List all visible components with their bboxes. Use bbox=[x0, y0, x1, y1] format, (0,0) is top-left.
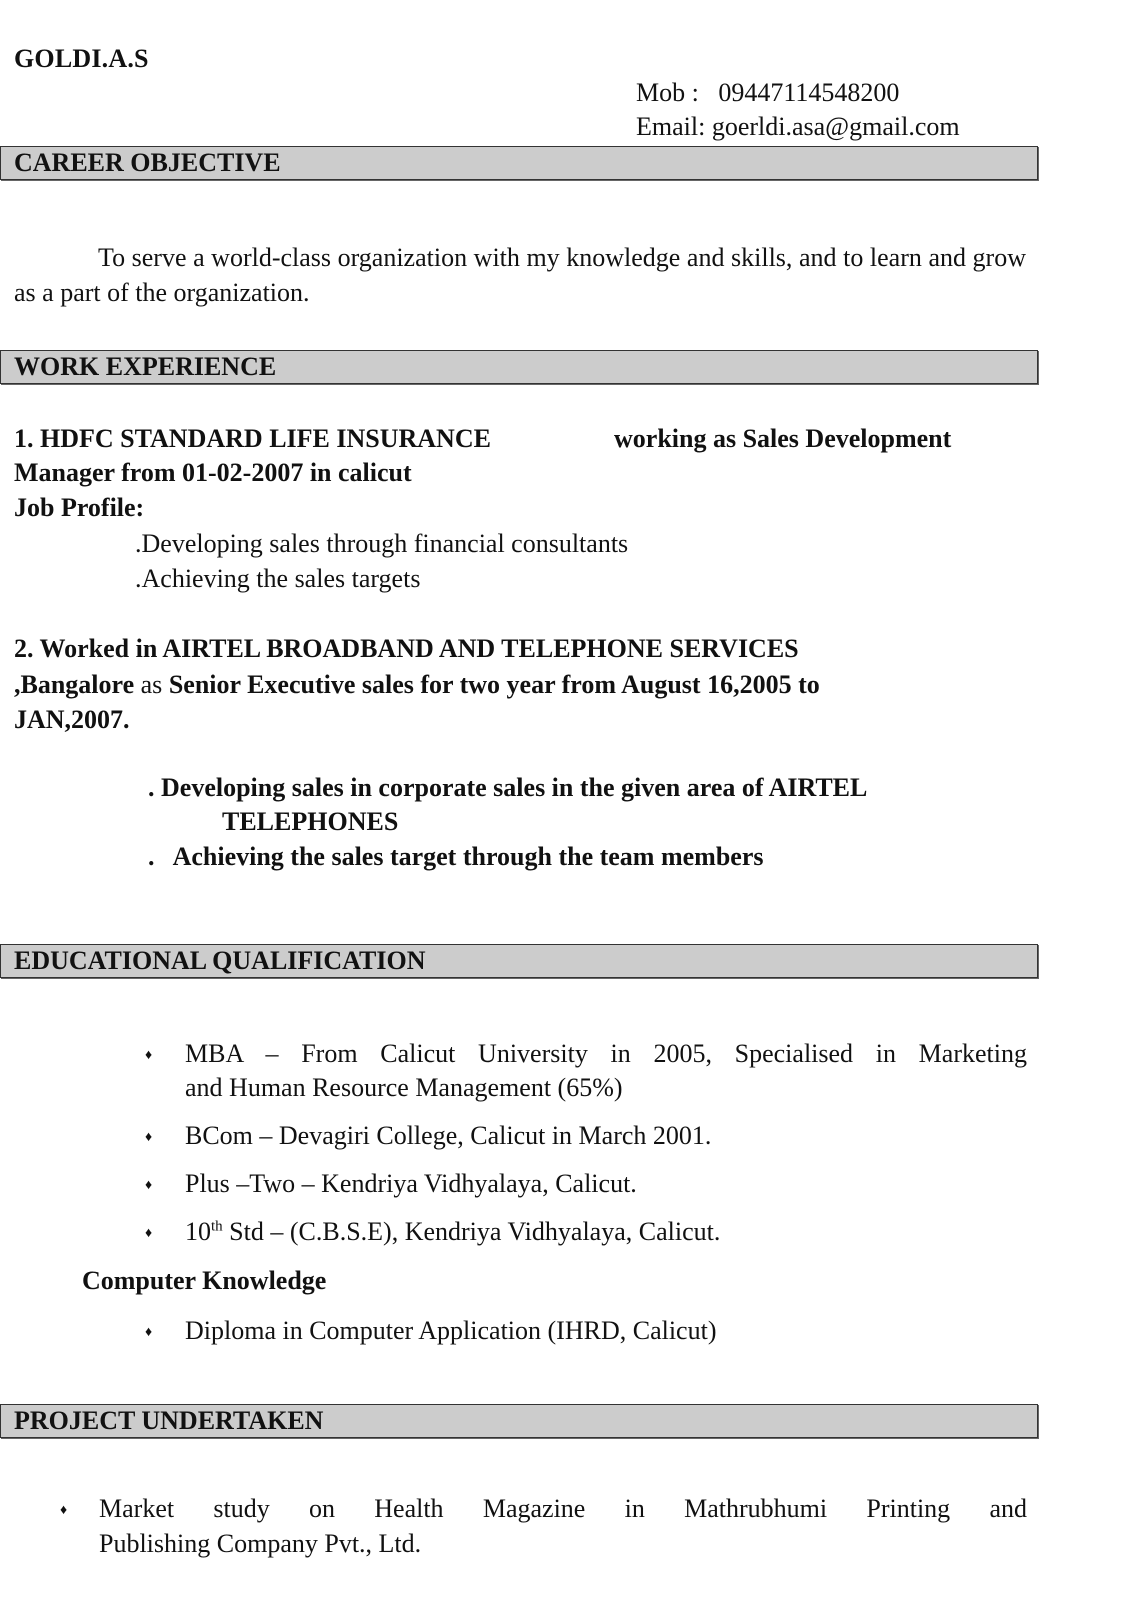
candidate-name: GOLDI.A.S bbox=[14, 44, 149, 73]
job-1-duty: .Achieving the sales targets bbox=[135, 564, 421, 593]
section-title: PROJECT UNDERTAKEN bbox=[14, 1406, 324, 1435]
job-2-role: ,Bangalore as Senior Executive sales for two year from August 16,2005 to bbox=[14, 670, 820, 699]
job-2-company: 2. Worked in AIRTEL BROADBAND AND TELEPHONE SERVICES bbox=[14, 634, 799, 663]
section-title: WORK EXPERIENCE bbox=[14, 352, 277, 381]
job-2-end-date: JAN,2007. bbox=[14, 705, 130, 734]
project-item: Market study on Health Magazine in Mathrubhumi Printing and bbox=[99, 1494, 1027, 1523]
section-title: CAREER OBJECTIVE bbox=[14, 148, 281, 177]
education-item-plus-two: Plus –Two – Kendriya Vidhyalaya, Calicut. bbox=[185, 1169, 637, 1198]
job-1-role-continued: Manager from 01-02-2007 in calicut bbox=[14, 458, 412, 487]
diamond-bullet-icon: ♦ bbox=[60, 1503, 68, 1518]
diamond-bullet-icon: ♦ bbox=[145, 1325, 153, 1340]
education-item-mba-continued: and Human Resource Management (65%) bbox=[185, 1073, 623, 1102]
education-item-bcom: BCom – Devagiri College, Calicut in March 2001. bbox=[185, 1121, 712, 1150]
mobile-line bbox=[636, 78, 899, 108]
project-item-continued: Publishing Company Pvt., Ltd. bbox=[99, 1529, 422, 1558]
mobile-number: 09447114548200 bbox=[718, 78, 900, 107]
career-objective-text: To serve a world-class organization with my knowledge and skills, and to learn and grow as a part of the organization. bbox=[14, 243, 1026, 307]
job-1-company: 1. HDFC STANDARD LIFE INSURANCE bbox=[14, 424, 491, 453]
mobile-label: Mob : bbox=[636, 78, 699, 107]
diamond-bullet-icon: ♦ bbox=[145, 1048, 153, 1063]
diamond-bullet-icon: ♦ bbox=[145, 1178, 153, 1193]
job-2-duty: . Developing sales in corporate sales in the given area of AIRTEL bbox=[148, 773, 868, 802]
job-1-duty: .Developing sales through financial consultants bbox=[135, 529, 629, 558]
job-2-duty: . Achieving the sales target through the team members bbox=[148, 842, 764, 871]
section-header-career-objective bbox=[0, 146, 1038, 180]
diamond-bullet-icon: ♦ bbox=[145, 1130, 153, 1145]
email-label: Email: bbox=[636, 112, 706, 141]
job-1-profile-label: Job Profile: bbox=[14, 493, 145, 522]
computer-knowledge-heading: Computer Knowledge bbox=[82, 1266, 327, 1295]
email-line bbox=[636, 112, 960, 142]
section-header-work-experience bbox=[0, 350, 1038, 384]
job-2-duty-continued: TELEPHONES bbox=[222, 807, 399, 836]
section-header-education bbox=[0, 944, 1038, 978]
section-title: EDUCATIONAL QUALIFICATION bbox=[14, 946, 426, 975]
job-1-role: working as Sales Development bbox=[614, 424, 952, 453]
computer-knowledge-item: Diploma in Computer Application (IHRD, Calicut) bbox=[185, 1316, 717, 1345]
education-item-10th: 10th Std – (C.B.S.E), Kendriya Vidhyalaya, Calicut. bbox=[185, 1217, 721, 1246]
email-address: goerldi.asa@gmail.com bbox=[711, 112, 960, 141]
education-item-mba: MBA – From Calicut University in 2005, Specialised in Marketing bbox=[185, 1039, 1027, 1068]
diamond-bullet-icon: ♦ bbox=[145, 1226, 153, 1241]
section-header-projects bbox=[0, 1404, 1038, 1438]
